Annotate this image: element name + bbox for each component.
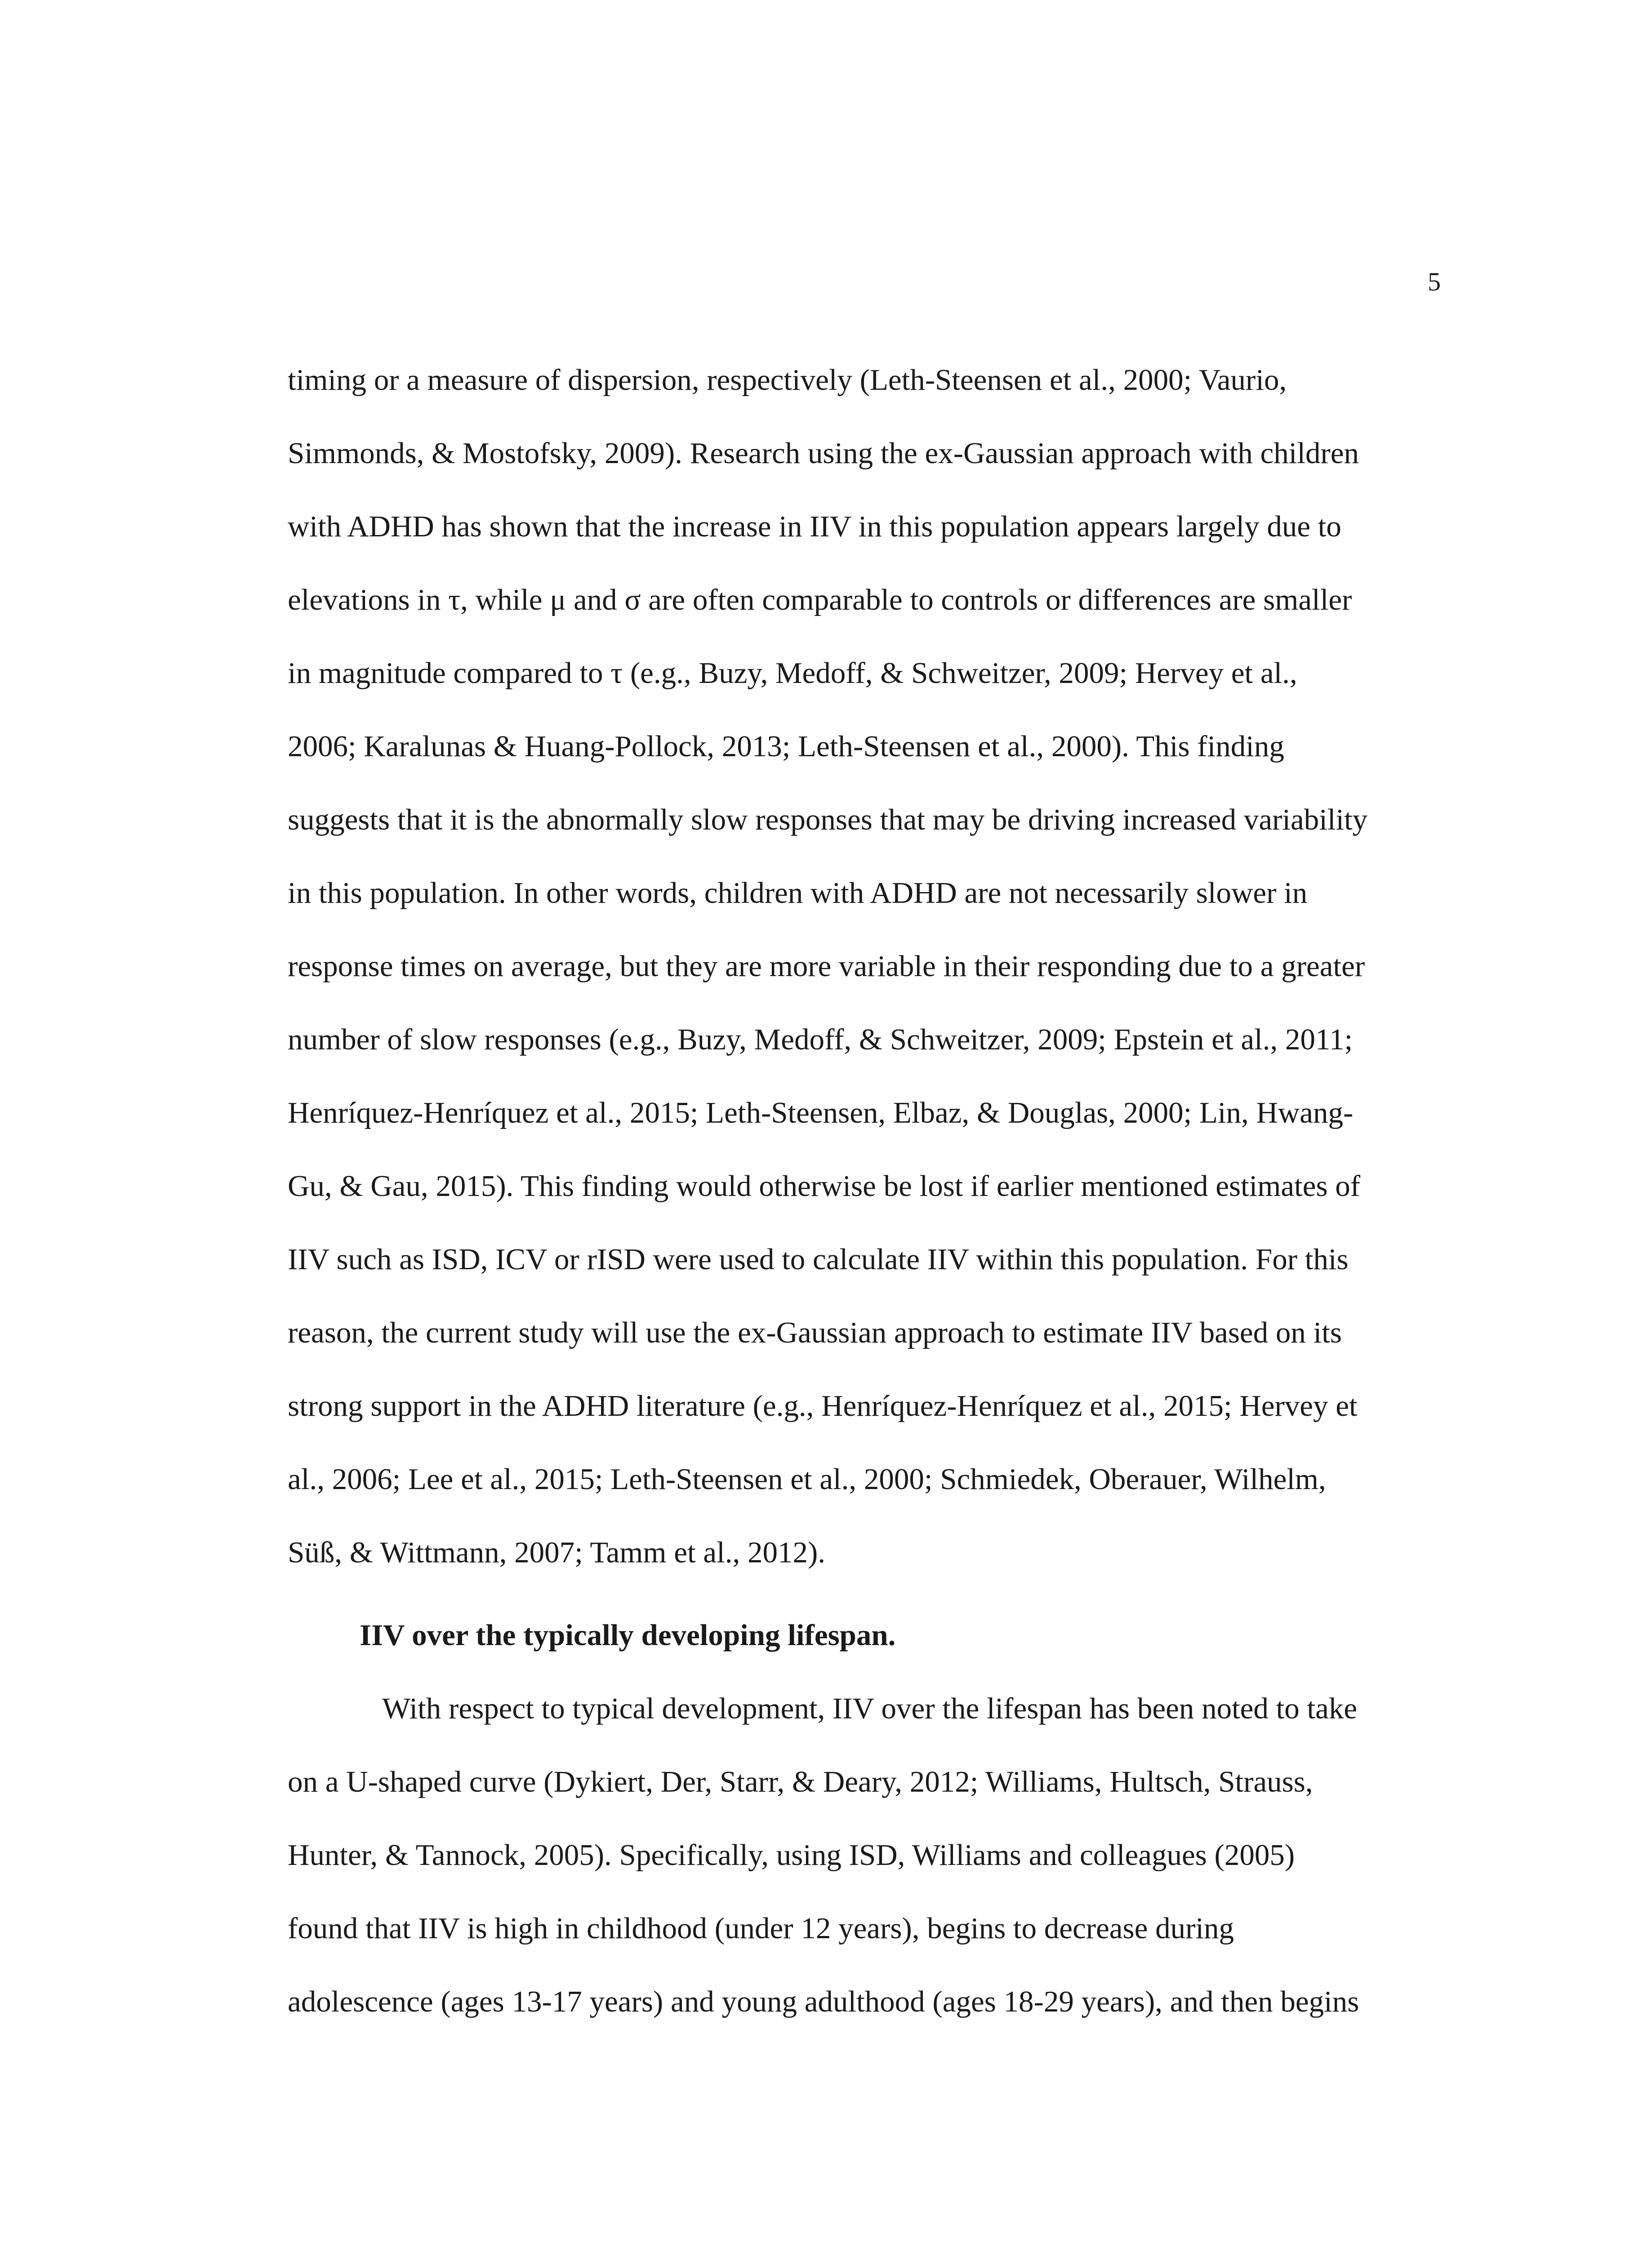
text-line: Süß, & Wittmann, 2007; Tamm et al., 2012). <box>288 1536 826 1569</box>
text-line: strong support in the ADHD literature (e.g., Henríquez-Henríquez et al., 2015; Hervey et <box>288 1389 1358 1423</box>
text-line: Gu, & Gau, 2015). This finding would otherwise be lost if earlier mentioned estimates of <box>288 1169 1361 1203</box>
text-line: found that IIV is high in childhood (under 12 years), begins to decrease during <box>288 1912 1234 1945</box>
text-line: IIV such as ISD, ICV or rISD were used to calculate IIV within this population. For this <box>288 1243 1349 1276</box>
text-line: Henríquez-Henríquez et al., 2015; Leth-Steensen, Elbaz, & Douglas, 2000; Lin, Hwang- <box>288 1096 1354 1129</box>
text-line: in magnitude compared to τ (e.g., Buzy, Medoff, & Schweitzer, 2009; Hervey et al., <box>288 656 1297 690</box>
text-line: 2006; Karalunas & Huang-Pollock, 2013; Leth-Steensen et al., 2000). This finding <box>288 730 1284 763</box>
page-number: 5 <box>1428 267 1441 296</box>
text-line: adolescence (ages 13-17 years) and young adulthood (ages 18-29 years), and then begins <box>288 1985 1359 2018</box>
text-line: With respect to typical development, IIV over the lifespan has been noted to take <box>382 1692 1358 1725</box>
text-line: elevations in τ, while μ and σ are often comparable to controls or differences are smaller <box>288 583 1352 616</box>
text-line: in this population. In other words, children with ADHD are not necessarily slower in <box>288 876 1308 910</box>
text-line: al., 2006; Lee et al., 2015; Leth-Steensen et al., 2000; Schmiedek, Oberauer, Wilhelm, <box>288 1463 1326 1496</box>
text-line: Hunter, & Tannock, 2005). Specifically, using ISD, Williams and colleagues (2005) <box>288 1838 1295 1872</box>
text-line: with ADHD has shown that the increase in IIV in this population appears largely due to <box>288 510 1341 543</box>
text-line: suggests that it is the abnormally slow responses that may be driving increased variability <box>288 803 1368 836</box>
text-line: number of slow responses (e.g., Buzy, Medoff, & Schweitzer, 2009; Epstein et al., 2011; <box>288 1023 1353 1056</box>
text-line: response times on average, but they are more variable in their responding due to a greater <box>288 950 1365 983</box>
text-line: Simmonds, & Mostofsky, 2009). Research using the ex-Gaussian approach with children <box>288 437 1359 470</box>
text-line: reason, the current study will use the ex-Gaussian approach to estimate IIV based on its <box>288 1316 1342 1349</box>
section-heading: IIV over the typically developing lifespan. <box>360 1619 896 1652</box>
text-line: on a U-shaped curve (Dykiert, Der, Starr, & Deary, 2012; Williams, Hultsch, Strauss, <box>288 1765 1313 1798</box>
text-line: timing or a measure of dispersion, respectively (Leth-Steensen et al., 2000; Vaurio, <box>288 363 1287 397</box>
